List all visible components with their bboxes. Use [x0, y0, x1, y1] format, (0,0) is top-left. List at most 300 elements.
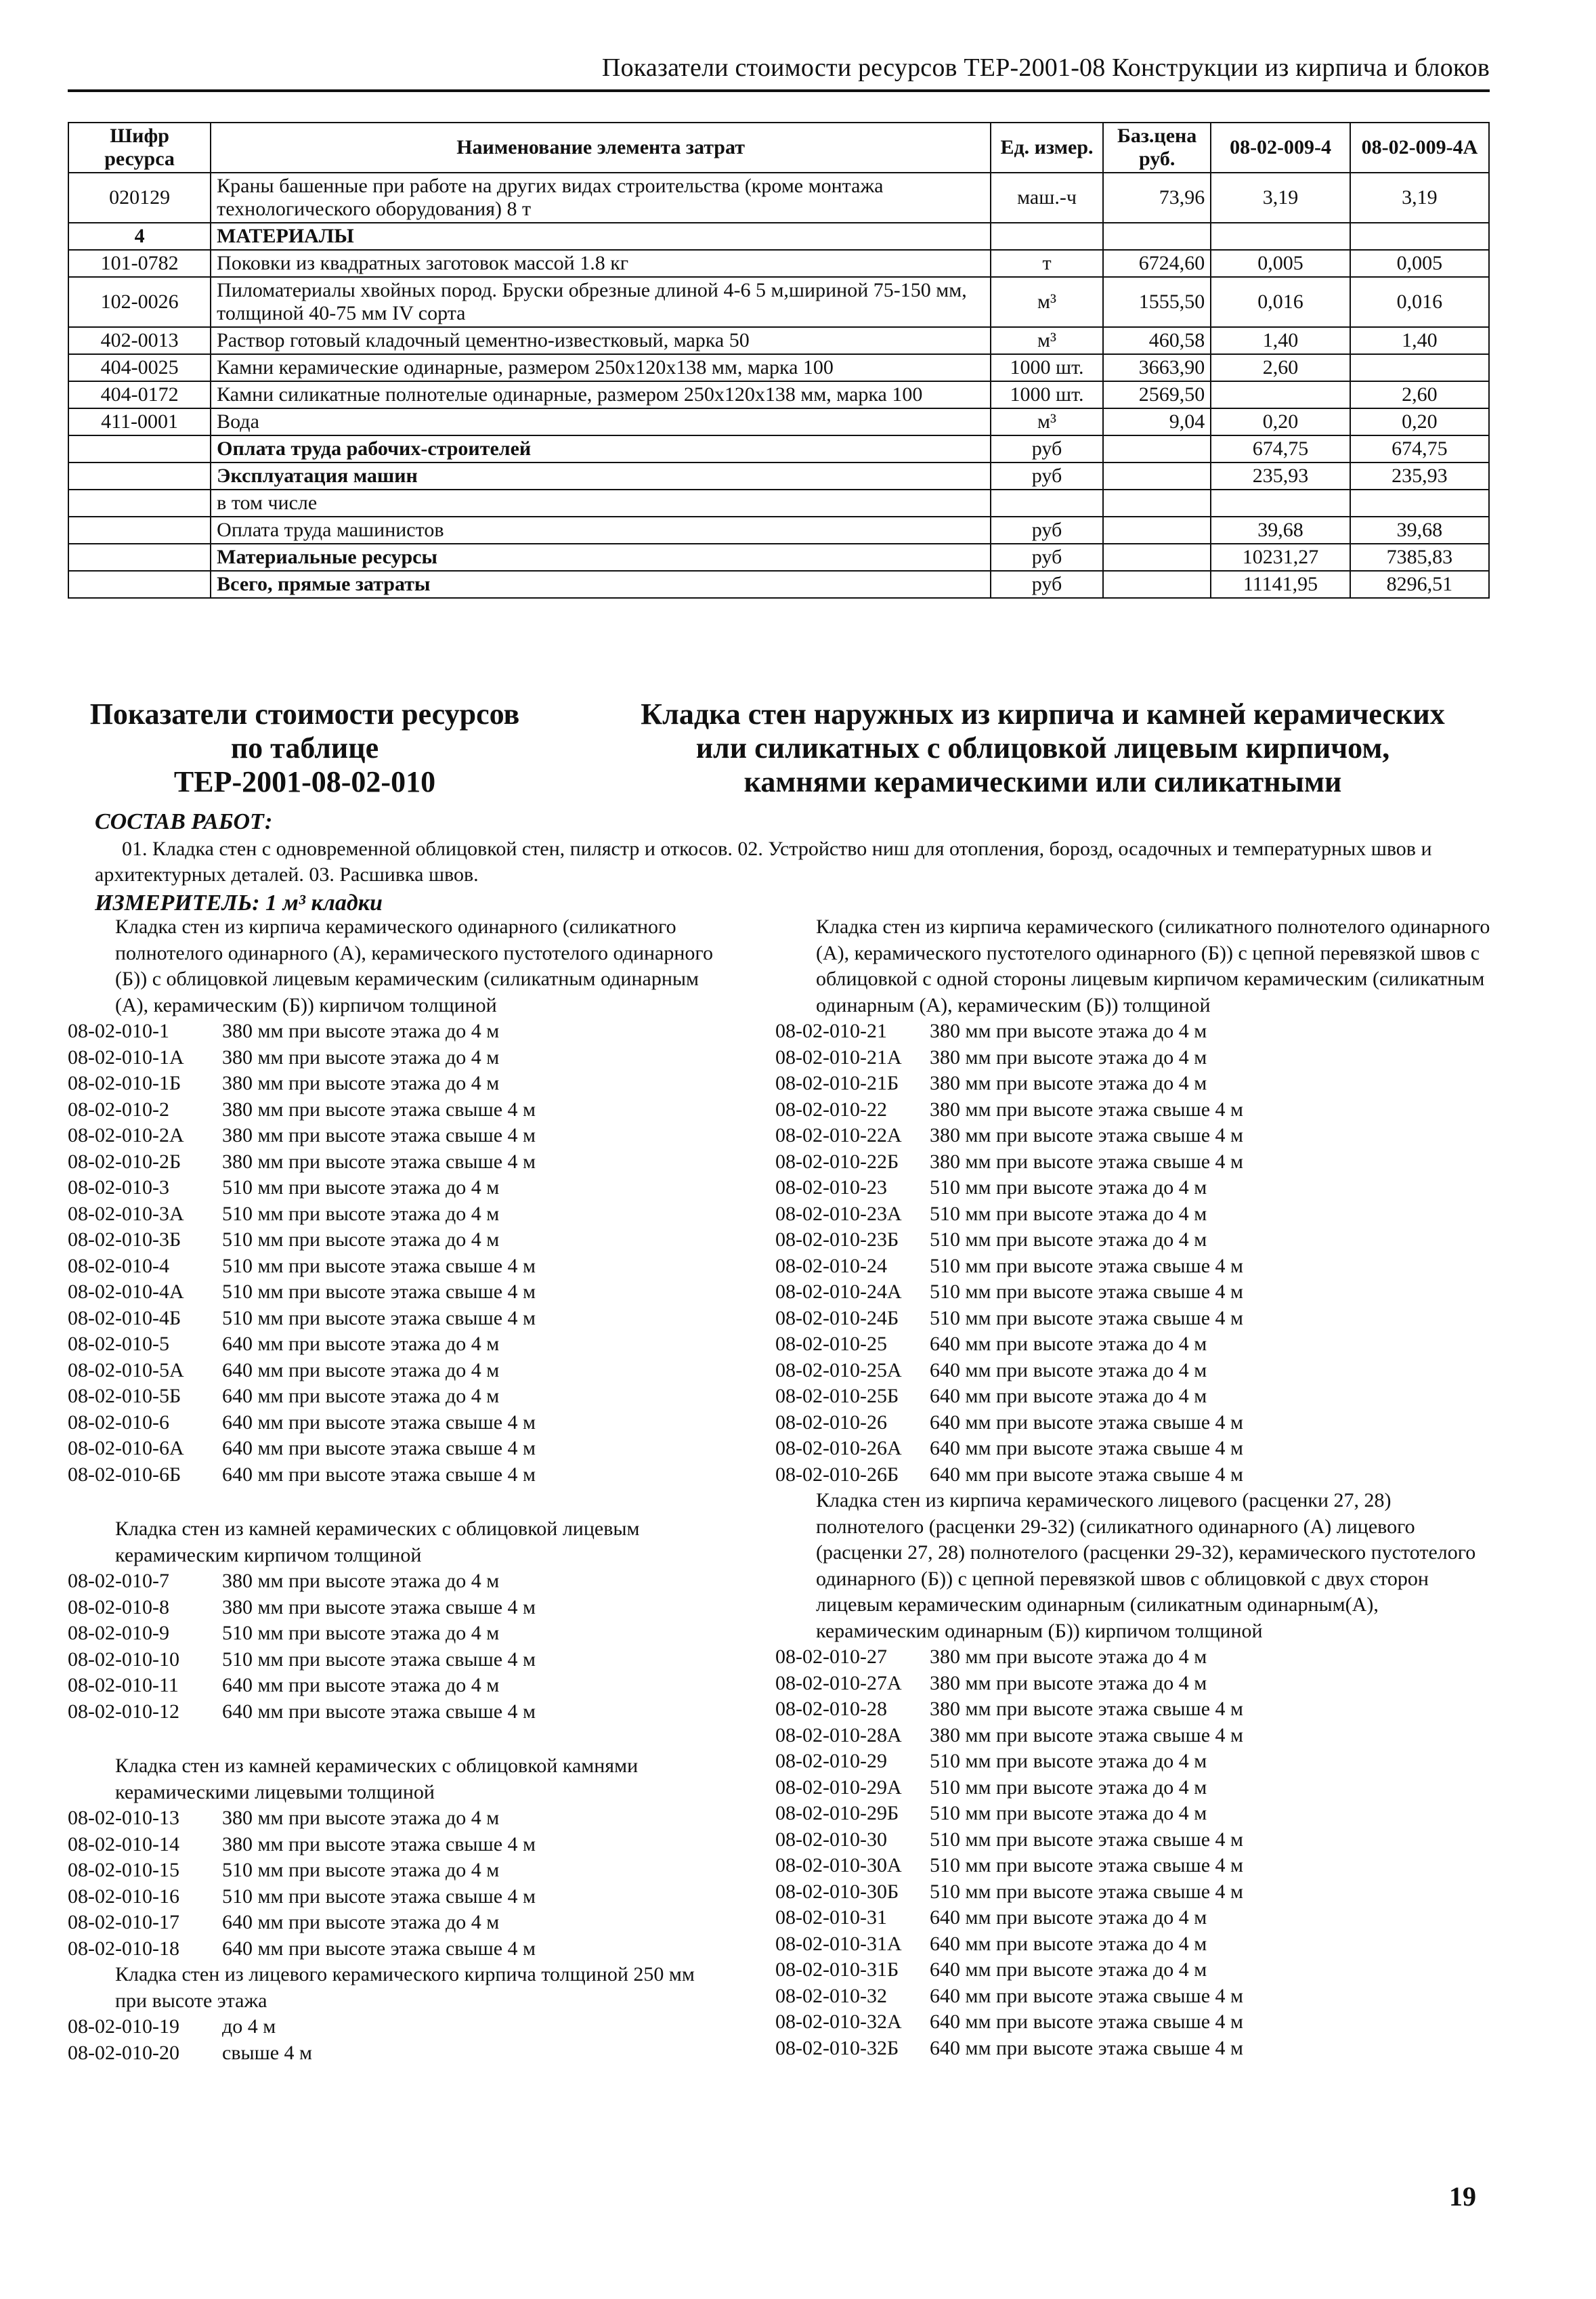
rate-code: 08-02-010-25 [775, 1333, 887, 1355]
list-item [775, 1671, 1493, 1697]
rate-code: 08-02-010-9 [68, 1622, 169, 1644]
spacer [68, 1725, 718, 1753]
cell-009-4a: 1,40 [1350, 327, 1489, 354]
cell-price: 460,58 [1103, 327, 1211, 354]
list-item [775, 1123, 1493, 1149]
rate-code: 08-02-010-3Б [68, 1228, 181, 1251]
rate-description: 640 мм при высоте этажа свыше 4 м [222, 1437, 536, 1459]
title-left-line: по таблице [230, 731, 379, 765]
rate-code: 08-02-010-2 [68, 1098, 169, 1121]
rate-description: 380 мм при высоте этажа свыше 4 м [930, 1698, 1243, 1720]
col-header-name: Наименование элемента затрат [211, 123, 991, 173]
rate-description: 510 мм при высоте этажа свыше 4 м [222, 1885, 536, 1908]
cell-name: Материальные ресурсы [211, 544, 991, 571]
rate-description: 510 мм при высоте этажа свыше 4 м [930, 1281, 1243, 1303]
table-row [68, 381, 1489, 408]
list-item [775, 1410, 1493, 1436]
cell-unit: руб [991, 571, 1103, 598]
list-item [68, 1832, 718, 1858]
rate-code: 08-02-010-32 [775, 1984, 887, 2007]
table-body [68, 173, 1489, 598]
list-item [68, 2040, 718, 2067]
rate-code: 08-02-010-24 [775, 1254, 887, 1277]
table-row [68, 354, 1489, 381]
list-item [775, 1175, 1493, 1201]
cell-009-4a [1350, 354, 1489, 381]
cell-009-4a: 0,20 [1350, 408, 1489, 435]
cell-009-4a: 8296,51 [1350, 571, 1489, 598]
group-intro: Кладка стен из лицевого керамического кирпича толщиной 250 мм при высоте этажа [115, 1963, 695, 2012]
rate-description: 510 мм при высоте этажа свыше 4 м [930, 1854, 1243, 1876]
rate-code: 08-02-010-25А [775, 1358, 902, 1381]
cell-code: 411-0001 [68, 408, 211, 435]
rate-code: 08-02-010-32А [775, 2011, 902, 2033]
rate-code: 08-02-010-27А [775, 1671, 902, 1694]
rate-code: 08-02-010-25Б [775, 1385, 899, 1407]
rate-code: 08-02-010-14 [68, 1832, 179, 1855]
cell-name: Раствор готовый кладочный цементно-известковый, марка 50 [211, 327, 991, 354]
cell-code [68, 463, 211, 490]
left-column [68, 914, 718, 2066]
group-intro: Кладка стен из кирпича керамического одинарного (силикатного полнотелого одинарного (А), керамического пустотелого одинарного (Б)) с облицовкой лицевым керамическим (силикатным одинарным (А), керамическим (Б)) кирпичом толщиной [115, 916, 713, 1016]
cell-unit [991, 223, 1103, 250]
table-row [68, 490, 1489, 517]
rate-code: 08-02-010-4А [68, 1281, 184, 1303]
rate-code: 08-02-010-30А [775, 1854, 902, 1876]
spacer [68, 1488, 718, 1516]
cell-009-4a: 0,005 [1350, 250, 1489, 277]
list-item [775, 2036, 1493, 2062]
list-item [68, 1383, 718, 1410]
list-item [775, 1331, 1493, 1358]
cell-unit: т [991, 250, 1103, 277]
rate-code: 08-02-010-22А [775, 1124, 902, 1146]
sostav-text: 01. Кладка стен с одновременной облицовкой стен, пилястр и откосов. 02. Устройство ниш для отопления, борозд, осадочных и температурных швов и архитектурных деталей. 03. Расшивка швов. [95, 838, 1432, 886]
list-item [775, 1723, 1493, 1749]
rate-code: 08-02-010-19 [68, 2015, 179, 2038]
list-item [775, 1045, 1493, 1071]
group-intro: Кладка стен из кирпича керамического (силикатного полнотелого одинарного (А), керамического пустотелого одинарного (Б)) с цепной перевязкой швов с облицовкой с одной стороны лицевым кирпичом керамическим (силикатным одинарным (А), керамическим (Б)) толщиной [816, 916, 1490, 1016]
cell-price: 1555,50 [1103, 277, 1211, 327]
list-item [775, 1097, 1493, 1123]
rate-description: 640 мм при высоте этажа свыше 4 м [930, 1411, 1243, 1434]
rate-code: 08-02-010-24Б [775, 1306, 899, 1329]
rate-description: 640 мм при высоте этажа до 4 м [222, 1333, 500, 1355]
list-item [68, 1462, 718, 1488]
cell-code [68, 571, 211, 598]
rate-code: 08-02-010-6 [68, 1411, 169, 1434]
rate-description: 640 мм при высоте этажа до 4 м [930, 1932, 1207, 1955]
cell-price [1103, 544, 1211, 571]
cell-code [68, 435, 211, 463]
rate-code: 08-02-010-4 [68, 1254, 169, 1277]
cell-name: Камни керамические одинарные, размером 250x120x138 мм, марка 100 [211, 354, 991, 381]
cell-name: Оплата труда рабочих-строителей [211, 435, 991, 463]
rate-code: 08-02-010-1Б [68, 1072, 181, 1094]
rate-description: 640 мм при высоте этажа до 4 м [930, 1385, 1207, 1407]
list-item [775, 1227, 1493, 1253]
list-item [775, 1775, 1493, 1801]
rate-description: 380 мм при высоте этажа до 4 м [930, 1020, 1207, 1042]
rate-code: 08-02-010-26А [775, 1437, 902, 1459]
table-row [68, 517, 1489, 544]
table-row [68, 571, 1489, 598]
list-item [68, 1149, 718, 1176]
rate-code: 08-02-010-24А [775, 1281, 902, 1303]
table-header-row [68, 123, 1489, 173]
rate-description: 510 мм при высоте этажа до 4 м [222, 1202, 500, 1225]
rate-code: 08-02-010-6Б [68, 1463, 181, 1486]
rate-description: 380 мм при высоте этажа до 4 м [930, 1646, 1207, 1668]
section-title-left [68, 697, 542, 799]
rate-description: 510 мм при высоте этажа свыше 4 м [930, 1254, 1243, 1277]
rate-description: 380 мм при высоте этажа свыше 4 м [222, 1832, 536, 1855]
rate-description: 510 мм при высоте этажа свыше 4 м [930, 1306, 1243, 1329]
rate-code: 08-02-010-21Б [775, 1072, 899, 1094]
rate-code: 08-02-010-29Б [775, 1802, 899, 1824]
list-item [775, 1827, 1493, 1853]
rate-code: 08-02-010-23Б [775, 1228, 899, 1251]
rate-code: 08-02-010-28А [775, 1723, 902, 1746]
list-item [775, 1879, 1493, 1906]
rate-description: 380 мм при высоте этажа до 4 м [222, 1570, 500, 1592]
rate-code: 08-02-010-7 [68, 1570, 169, 1592]
cell-009-4: 1,40 [1211, 327, 1350, 354]
cell-unit: руб [991, 517, 1103, 544]
cell-009-4: 0,005 [1211, 250, 1350, 277]
rate-description: 640 мм при высоте этажа свыше 4 м [222, 1463, 536, 1486]
rate-code: 08-02-010-22Б [775, 1150, 899, 1173]
rate-description: 640 мм при высоте этажа до 4 м [222, 1674, 500, 1696]
cell-009-4a: 7385,83 [1350, 544, 1489, 571]
list-item [775, 1279, 1493, 1306]
col-header-price: Баз.цена руб. [1103, 123, 1211, 173]
list-item [68, 1620, 718, 1647]
rate-description: 640 мм при высоте этажа до 4 м [930, 1906, 1207, 1929]
cell-price: 73,96 [1103, 173, 1211, 223]
rate-code: 08-02-010-21А [775, 1046, 902, 1069]
cell-code: 404-0172 [68, 381, 211, 408]
cell-unit [991, 490, 1103, 517]
cell-009-4: 11141,95 [1211, 571, 1350, 598]
list-item [68, 1699, 718, 1725]
cell-009-4a: 235,93 [1350, 463, 1489, 490]
code-list [68, 1805, 718, 1962]
cell-009-4: 10231,27 [1211, 544, 1350, 571]
rate-code: 08-02-010-16 [68, 1885, 179, 1908]
rate-code: 08-02-010-8 [68, 1595, 169, 1618]
cell-unit: м³ [991, 327, 1103, 354]
cell-009-4: 39,68 [1211, 517, 1350, 544]
list-item [68, 1045, 718, 1071]
cell-009-4: 235,93 [1211, 463, 1350, 490]
right-column [775, 914, 1493, 2061]
cell-code [68, 544, 211, 571]
rate-description: 380 мм при высоте этажа до 4 м [930, 1072, 1207, 1094]
list-item [775, 1853, 1493, 1879]
cell-price [1103, 463, 1211, 490]
rate-code: 08-02-010-3А [68, 1202, 184, 1225]
list-item [775, 1644, 1493, 1671]
cell-price: 6724,60 [1103, 250, 1211, 277]
page-number: 19 [1449, 2181, 1476, 2212]
list-item [775, 1018, 1493, 1045]
list-item [775, 1801, 1493, 1827]
table-row [68, 435, 1489, 463]
list-item [775, 1149, 1493, 1176]
cell-price: 2569,50 [1103, 381, 1211, 408]
rate-code: 08-02-010-2А [68, 1124, 184, 1146]
rate-description: 510 мм при высоте этажа до 4 м [930, 1202, 1207, 1225]
sostav-heading: СОСТАВ РАБОТ: [95, 809, 273, 834]
table-row [68, 544, 1489, 571]
cell-unit: 1000 шт. [991, 354, 1103, 381]
list-item [68, 1227, 718, 1253]
cell-code: 404-0025 [68, 354, 211, 381]
rate-code: 08-02-010-26Б [775, 1463, 899, 1486]
table-row [68, 277, 1489, 327]
rate-description: 510 мм при высоте этажа до 4 м [222, 1176, 500, 1199]
cell-name: Краны башенные при работе на других видах строительства (кроме монтажа технологического оборудования) 8 т [211, 173, 991, 223]
list-item [68, 1253, 718, 1280]
cell-unit: м³ [991, 408, 1103, 435]
rate-code: 08-02-010-2Б [68, 1150, 181, 1173]
rate-code: 08-02-010-23А [775, 1202, 902, 1225]
cell-price [1103, 223, 1211, 250]
cell-009-4a: 39,68 [1350, 517, 1489, 544]
rate-description: 380 мм при высоте этажа свыше 4 м [930, 1124, 1243, 1146]
list-item [68, 1358, 718, 1384]
list-item [775, 1905, 1493, 1931]
list-item [68, 1936, 718, 1962]
cell-price [1103, 517, 1211, 544]
rate-description: 510 мм при высоте этажа свыше 4 м [222, 1281, 536, 1303]
list-item [68, 1201, 718, 1228]
rate-code: 08-02-010-32Б [775, 2036, 899, 2059]
rate-description: 640 мм при высоте этажа до 4 м [930, 1358, 1207, 1381]
rate-code: 08-02-010-26 [775, 1411, 887, 1434]
rate-code: 08-02-010-10 [68, 1648, 179, 1671]
cell-name: Камни силикатные полнотелые одинарные, размером 250x120x138 мм, марка 100 [211, 381, 991, 408]
group-intro: Кладка стен из камней керамических с облицовкой камнями керамическими лицевыми толщиной [115, 1755, 639, 1803]
rate-code: 08-02-010-21 [775, 1020, 887, 1042]
rate-description: 380 мм при высоте этажа свыше 4 м [930, 1150, 1243, 1173]
code-list [68, 2014, 718, 2066]
rate-description: 380 мм при высоте этажа свыше 4 м [222, 1098, 536, 1121]
rate-description: 640 мм при высоте этажа до 4 м [222, 1358, 500, 1381]
cell-009-4a: 0,016 [1350, 277, 1489, 327]
list-item [68, 1331, 718, 1358]
rate-description: свыше 4 м [222, 2041, 313, 2064]
title-right-line: Кладка стен наружных из кирпича и камней керамических [641, 697, 1445, 731]
cell-name: Эксплуатация машин [211, 463, 991, 490]
rate-code: 08-02-010-29 [775, 1750, 887, 1772]
col-header-unit: Ед. измер. [991, 123, 1103, 173]
cell-009-4a: 674,75 [1350, 435, 1489, 463]
rate-code: 08-02-010-18 [68, 1937, 179, 1960]
list-item [68, 1306, 718, 1332]
list-item [68, 2014, 718, 2040]
rate-code: 08-02-010-30 [775, 1828, 887, 1851]
cell-name: Пиломатериалы хвойных пород. Бруски обрезные длиной 4-6 5 м,шириной 75-150 мм, толщиной 40-75 мм IV сорта [211, 277, 991, 327]
cell-price: 3663,90 [1103, 354, 1211, 381]
cell-price: 9,04 [1103, 408, 1211, 435]
cell-009-4a [1350, 223, 1489, 250]
rate-code: 08-02-010-17 [68, 1911, 179, 1933]
list-item [775, 1436, 1493, 1462]
list-item [68, 1018, 718, 1045]
cell-009-4: 2,60 [1211, 354, 1350, 381]
rate-description: 640 мм при высоте этажа свыше 4 м [930, 1984, 1243, 2007]
rate-description: 380 мм при высоте этажа до 4 м [222, 1046, 500, 1069]
list-item [775, 1383, 1493, 1410]
list-item [68, 1884, 718, 1910]
rate-code: 08-02-010-11 [68, 1674, 179, 1696]
list-item [68, 1857, 718, 1884]
rate-description: 380 мм при высоте этажа свыше 4 м [930, 1098, 1243, 1121]
list-item [68, 1436, 718, 1462]
rate-code: 08-02-010-3 [68, 1176, 169, 1199]
rate-code: 08-02-010-31Б [775, 1958, 899, 1981]
rate-description: 510 мм при высоте этажа до 4 м [930, 1802, 1207, 1824]
cell-code [68, 490, 211, 517]
running-header: Показатели стоимости ресурсов ТЕР-2001-08 Конструкции из кирпича и блоков [601, 53, 1490, 82]
cell-unit: руб [991, 544, 1103, 571]
list-item [775, 1253, 1493, 1280]
table-row [68, 173, 1489, 223]
rate-description: 640 мм при высоте этажа до 4 м [930, 1958, 1207, 1981]
rate-code: 08-02-010-27 [775, 1646, 887, 1668]
list-item [68, 1410, 718, 1436]
rate-description: 510 мм при высоте этажа до 4 м [222, 1622, 500, 1644]
col-header-009-4a: 08-02-009-4А [1350, 123, 1489, 173]
rate-description: 640 мм при высоте этажа свыше 4 м [222, 1411, 536, 1434]
rate-description: 510 мм при высоте этажа свыше 4 м [930, 1880, 1243, 1903]
cell-name: Всего, прямые затраты [211, 571, 991, 598]
rate-description: 510 мм при высоте этажа до 4 м [930, 1228, 1207, 1251]
code-list [68, 1018, 718, 1488]
cell-name: Оплата труда машинистов [211, 517, 991, 544]
rate-description: 510 мм при высоте этажа до 4 м [930, 1176, 1207, 1199]
rate-description: 640 мм при высоте этажа свыше 4 м [930, 1463, 1243, 1486]
izmeritel: ИЗМЕРИТЕЛЬ: 1 м³ кладки [95, 890, 383, 916]
cell-code [68, 517, 211, 544]
list-item [775, 1983, 1493, 2010]
cell-price [1103, 435, 1211, 463]
cell-009-4: 3,19 [1211, 173, 1350, 223]
list-item [68, 1071, 718, 1097]
code-list [68, 1568, 718, 1725]
rate-code: 08-02-010-20 [68, 2041, 179, 2064]
cell-price [1103, 571, 1211, 598]
cell-009-4a: 2,60 [1350, 381, 1489, 408]
rate-code: 08-02-010-1А [68, 1046, 184, 1069]
rate-description: 640 мм при высоте этажа свыше 4 м [930, 1437, 1243, 1459]
title-right-line: или силикатных с облицовкой лицевым кирпичом, [695, 731, 1390, 765]
list-item [68, 1279, 718, 1306]
cell-009-4: 0,016 [1211, 277, 1350, 327]
rate-code: 08-02-010-6А [68, 1437, 184, 1459]
rate-code: 08-02-010-1 [68, 1020, 169, 1042]
list-item [775, 1462, 1493, 1488]
cell-009-4: 0,20 [1211, 408, 1350, 435]
table-row [68, 250, 1489, 277]
rate-description: 510 мм при высоте этажа до 4 м [930, 1750, 1207, 1772]
list-item [775, 1931, 1493, 1958]
cell-009-4 [1211, 223, 1350, 250]
list-item [68, 1568, 718, 1595]
rate-description: 380 мм при высоте этажа до 4 м [930, 1671, 1207, 1694]
rate-description: 510 мм при высоте этажа до 4 м [222, 1859, 500, 1881]
header-rule [68, 89, 1490, 92]
cell-009-4: 674,75 [1211, 435, 1350, 463]
cell-code: 101-0782 [68, 250, 211, 277]
cell-name: Поковки из квадратных заготовок массой 1.8 кг [211, 250, 991, 277]
rate-description: 510 мм при высоте этажа свыше 4 м [222, 1648, 536, 1671]
rate-description: 640 мм при высоте этажа до 4 м [222, 1911, 500, 1933]
rate-description: 640 мм при высоте этажа свыше 4 м [222, 1700, 536, 1723]
list-item [775, 1306, 1493, 1332]
cell-unit: руб [991, 435, 1103, 463]
rate-code: 08-02-010-31 [775, 1906, 887, 1929]
list-item [68, 1097, 718, 1123]
rate-description: 510 мм при высоте этажа свыше 4 м [222, 1254, 536, 1277]
table-row [68, 408, 1489, 435]
cell-009-4 [1211, 490, 1350, 517]
list-item [775, 1748, 1493, 1775]
group-intro: Кладка стен из камней керамических с облицовкой лицевым керамическим кирпичом толщиной [115, 1518, 640, 1566]
table-row [68, 463, 1489, 490]
rate-code: 08-02-010-23 [775, 1176, 887, 1199]
rate-code: 08-02-010-13 [68, 1807, 179, 1829]
rate-description: 510 мм при высоте этажа свыше 4 м [930, 1828, 1243, 1851]
cell-name: в том числе [211, 490, 991, 517]
rate-description: 510 мм при высоте этажа до 4 м [930, 1776, 1207, 1799]
list-item [68, 1647, 718, 1673]
list-item [68, 1673, 718, 1699]
list-item [775, 1358, 1493, 1384]
cell-009-4a: 3,19 [1350, 173, 1489, 223]
table-row [68, 223, 1489, 250]
code-list [775, 1644, 1493, 2061]
rate-code: 08-02-010-29А [775, 1776, 902, 1799]
rate-description: 380 мм при высоте этажа свыше 4 м [222, 1124, 536, 1146]
rate-code: 08-02-010-5Б [68, 1385, 181, 1407]
rate-description: 640 мм при высоте этажа до 4 м [222, 1385, 500, 1407]
rate-description: 380 мм при высоте этажа свыше 4 м [222, 1595, 536, 1618]
list-item [68, 1805, 718, 1832]
cell-unit: м³ [991, 277, 1103, 327]
code-list [775, 1018, 1493, 1488]
rate-code: 08-02-010-31А [775, 1932, 902, 1955]
list-item [775, 1201, 1493, 1228]
cell-unit: 1000 шт. [991, 381, 1103, 408]
rate-description: 380 мм при высоте этажа свыше 4 м [930, 1723, 1243, 1746]
rate-description: 380 мм при высоте этажа до 4 м [930, 1046, 1207, 1069]
title-left-line: ТЕР-2001-08-02-010 [173, 765, 436, 798]
cell-unit: руб [991, 463, 1103, 490]
resource-table [68, 122, 1490, 599]
rate-description: 380 мм при высоте этажа до 4 м [222, 1072, 500, 1094]
cell-unit: маш.-ч [991, 173, 1103, 223]
rate-code: 08-02-010-4Б [68, 1306, 181, 1329]
rate-description: 510 мм при высоте этажа до 4 м [222, 1228, 500, 1251]
rate-code: 08-02-010-5 [68, 1333, 169, 1355]
rate-description: 640 мм при высоте этажа свыше 4 м [930, 2036, 1243, 2059]
rate-description: 640 мм при высоте этажа свыше 4 м [930, 2011, 1243, 2033]
rate-description: 380 мм при высоте этажа до 4 м [222, 1807, 500, 1829]
col-header-009-4: 08-02-009-4 [1211, 123, 1350, 173]
